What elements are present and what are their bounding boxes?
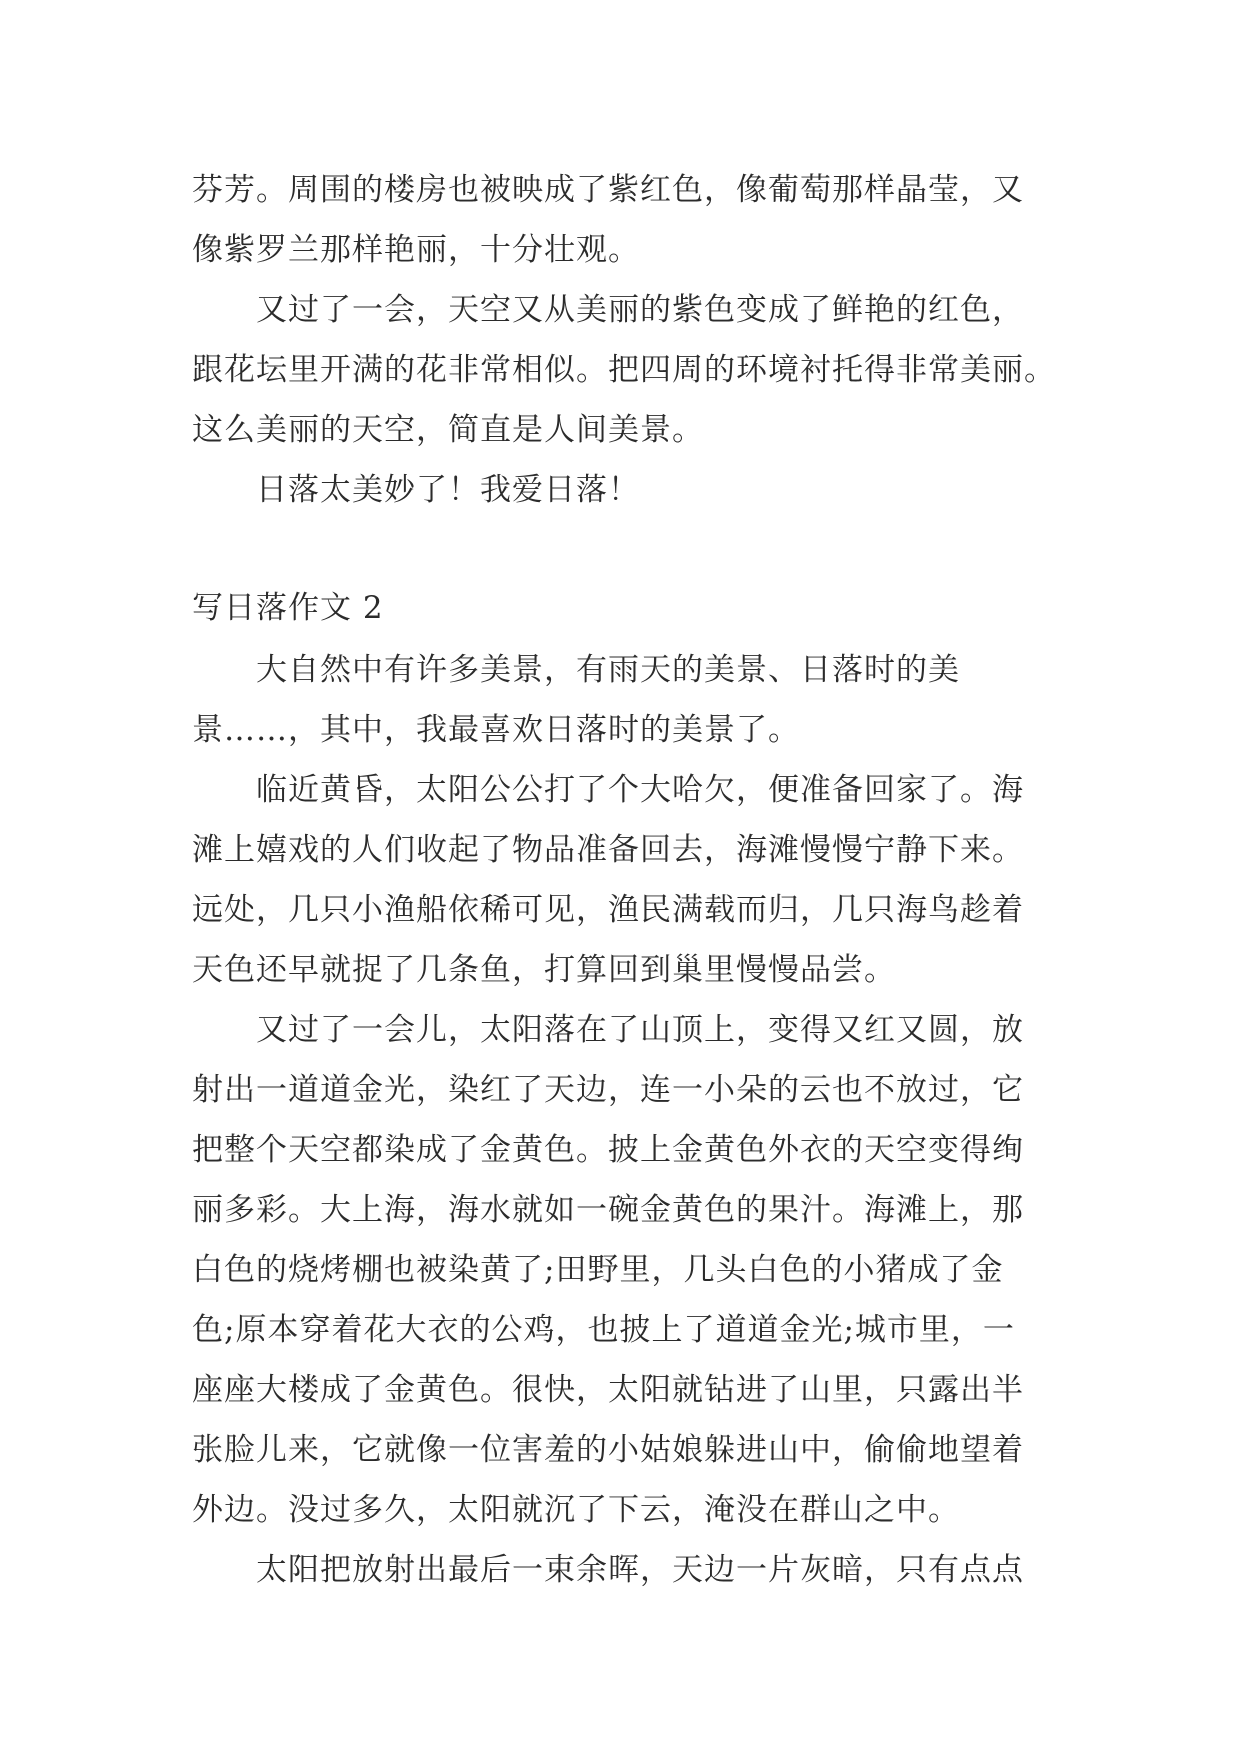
paragraph-line: 色;原本穿着花大衣的公鸡，也披上了道道金光;城市里，一 xyxy=(192,1312,1015,1348)
paragraph-line: 又过了一会，天空又从美丽的紫色变成了鲜艳的红色， xyxy=(256,292,1024,328)
paragraph-line: 把整个天空都染成了金黄色。披上金黄色外衣的天空变得绚 xyxy=(192,1132,1024,1168)
paragraph-line: 张脸儿来，它就像一位害羞的小姑娘躲进山中，偷偷地望着 xyxy=(192,1432,1024,1468)
paragraph-line: 座座大楼成了金黄色。很快，太阳就钻进了山里，只露出半 xyxy=(192,1372,1024,1408)
paragraph-line: 芬芳。周围的楼房也被映成了紫红色，像葡萄那样晶莹，又 xyxy=(192,172,1024,208)
paragraph-line: 又过了一会儿，太阳落在了山顶上，变得又红又圆，放 xyxy=(256,1012,1024,1048)
essay-title: 写日落作文 2 xyxy=(192,590,384,626)
paragraph-line: 外边。没过多久，太阳就沉了下云，淹没在群山之中。 xyxy=(192,1492,960,1528)
paragraph-line: 天色还早就捉了几条鱼，打算回到巢里慢慢品尝。 xyxy=(192,952,896,988)
paragraph-line: 像紫罗兰那样艳丽，十分壮观。 xyxy=(192,232,640,268)
paragraph-line: 景……，其中，我最喜欢日落时的美景了。 xyxy=(192,712,800,748)
paragraph-line: 大自然中有许多美景，有雨天的美景、日落时的美 xyxy=(256,652,960,688)
paragraph-line: 临近黄昏，太阳公公打了个大哈欠，便准备回家了。海 xyxy=(256,772,1024,808)
paragraph-line: 太阳把放射出最后一束余晖，天边一片灰暗，只有点点 xyxy=(256,1552,1024,1588)
paragraph-line: 白色的烧烤棚也被染黄了;田野里，几头白色的小猪成了金 xyxy=(192,1252,1004,1288)
paragraph-line: 丽多彩。大上海，海水就如一碗金黄色的果汁。海滩上，那 xyxy=(192,1192,1024,1228)
paragraph-line: 跟花坛里开满的花非常相似。把四周的环境衬托得非常美丽。 xyxy=(192,352,1056,388)
paragraph-line: 滩上嬉戏的人们收起了物品准备回去，海滩慢慢宁静下来。 xyxy=(192,832,1024,868)
paragraph-line: 这么美丽的天空，简直是人间美景。 xyxy=(192,412,704,448)
paragraph-line: 射出一道道金光，染红了天边，连一小朵的云也不放过，它 xyxy=(192,1072,1024,1108)
paragraph-line: 日落太美妙了！我爱日落！ xyxy=(256,472,640,508)
paragraph-line: 远处，几只小渔船依稀可见，渔民满载而归，几只海鸟趁着 xyxy=(192,892,1024,928)
